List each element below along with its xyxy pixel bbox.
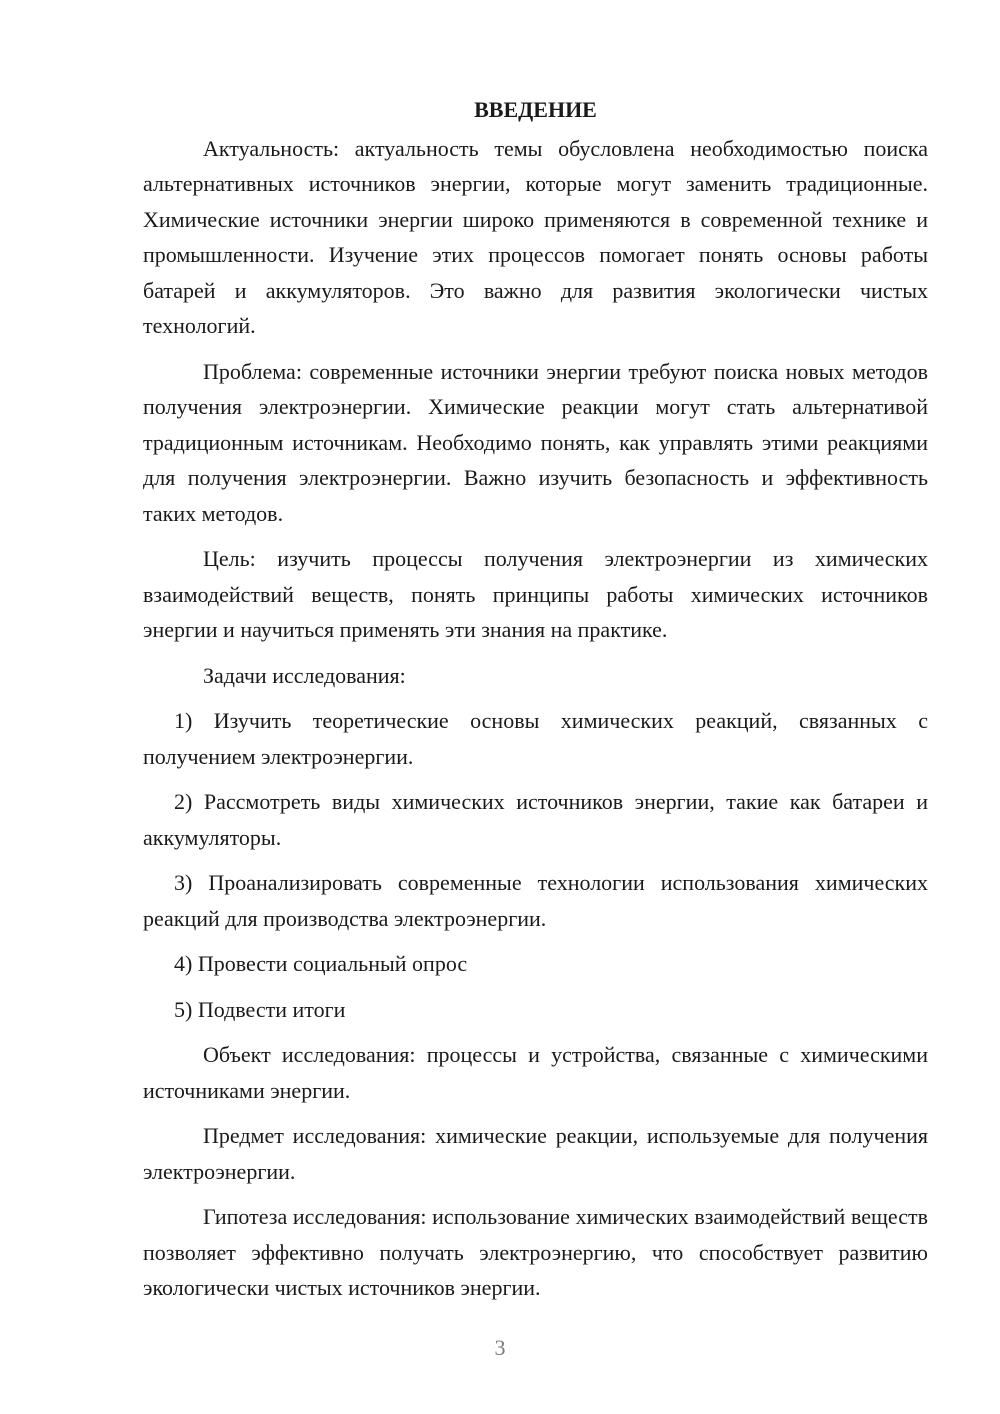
task-item-3: 3) Проанализировать современные технологии использования химических реакций для производства электроэнергии. [143,870,928,931]
tasks-heading: Задачи исследования: [203,662,406,688]
task-item-2: 2) Рассмотреть виды химических источников энергии, такие как батареи и аккумуляторы. [143,789,928,850]
page-number: 3 [494,1335,506,1360]
subject-paragraph: Предмет исследования: химические реакции, используемые для получения электроэнергии. [143,1123,928,1184]
section-title: ВВЕДЕНИЕ [474,97,597,122]
problem-paragraph: Проблема: современные источники энергии требуют поиска новых методов получения электроэнергии. Химические реакции могут стать альтернативой традиционным источникам. Необходимо понять, как управлять этими реакциями для получения электроэнергии. Важно изучить безопасность и эффективность таких методов. [143,358,928,526]
relevance-paragraph: Актуальность: актуальность темы обусловлена необходимостью поиска альтернативных источников энергии, которые могут заменить традиционные. Химические источники энергии широко применяются в современной технике и промышленности. Изучение этих процессов помогает понять основы работы батарей и аккумуляторов. Это важно для развития экологически чистых технологий. [143,135,928,338]
document-page [143,92,928,1316]
hypothesis-paragraph: Гипотеза исследования: использование химических взаимодействий веществ позволяет эффективно получать электроэнергию, что способствует развитию экологически чистых источников энергии. [143,1204,928,1300]
goal-paragraph: Цель: изучить процессы получения электроэнергии из химических взаимодействий веществ, понять принципы работы химических источников энергии и научиться применять эти знания на практике. [143,546,928,642]
object-paragraph: Объект исследования: процессы и устройства, связанные с химическими источниками энергии. [143,1042,928,1103]
task-item-1: 1) Изучить теоретические основы химических реакций, связанных с получением электроэнергии. [143,708,928,769]
task-item-5: 5) Подвести итоги [174,996,346,1022]
task-item-4: 4) Провести социальный опрос [174,951,468,976]
